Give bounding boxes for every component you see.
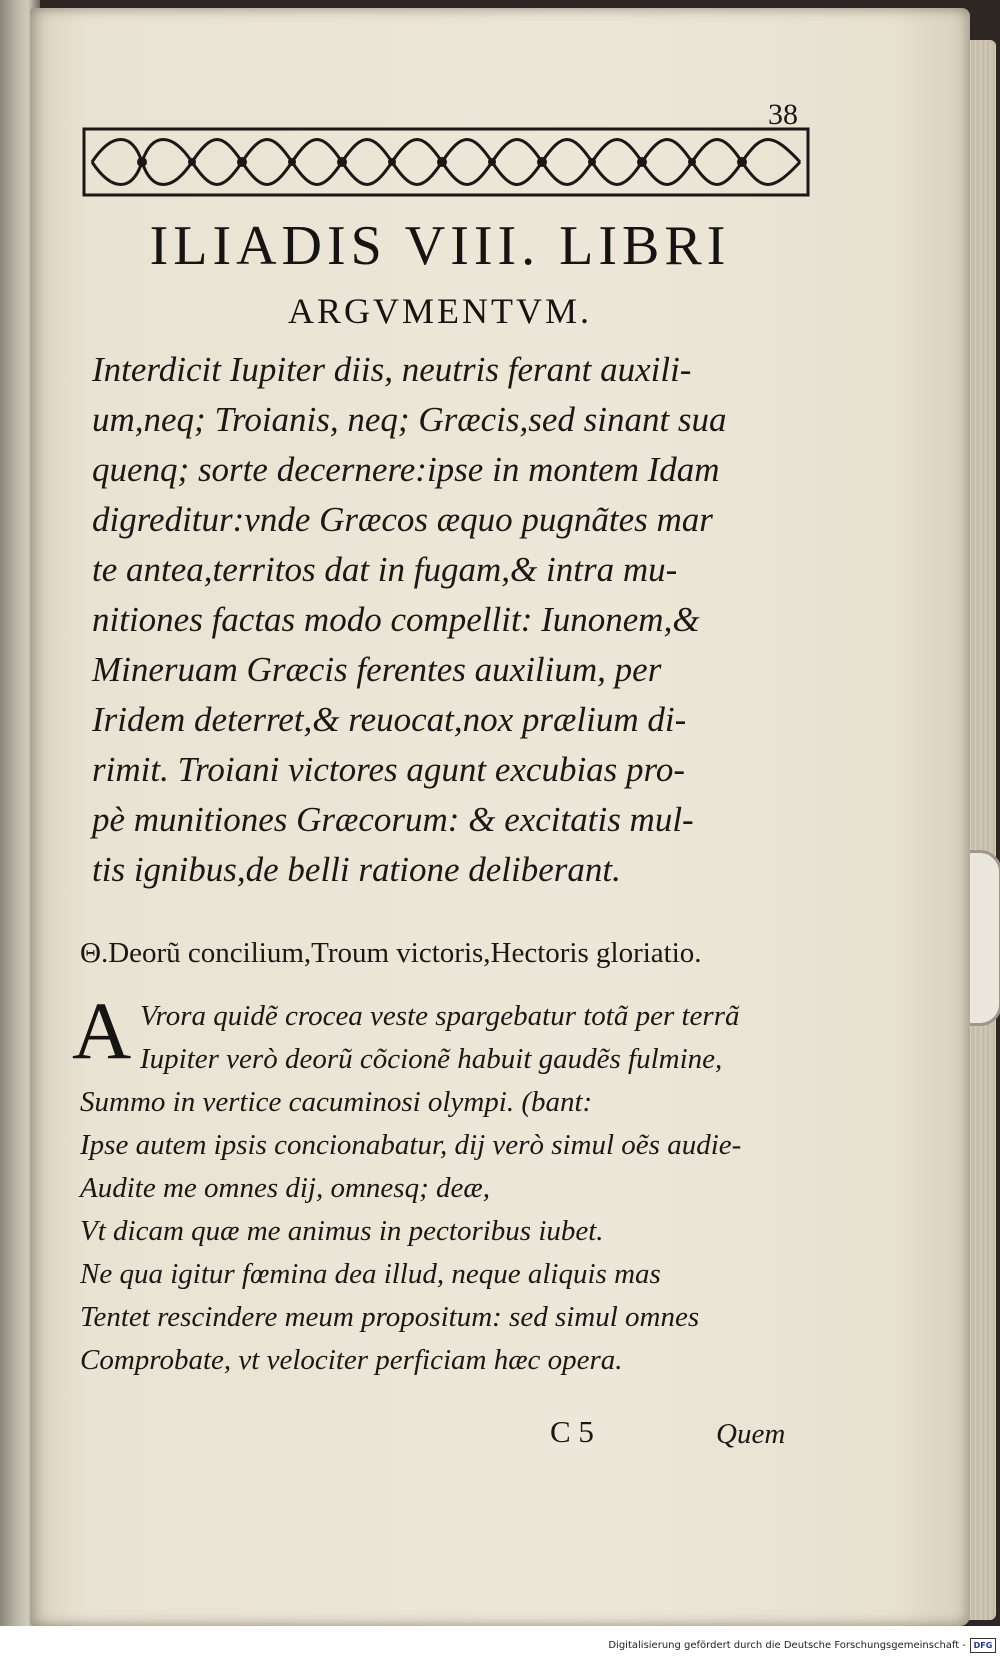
argument-line: rimit. Troiani victores agunt excubias pro- <box>92 750 686 789</box>
verse-line: Ne qua igitur fœmina dea illud, neque aliquis mas <box>80 1258 661 1290</box>
verse-line: Comprobate, vt velociter perficiam hæc opera. <box>80 1344 623 1376</box>
verse-line: Iupiter verò deorũ cõcionẽ habuit gaudẽs fulmine, <box>140 1043 723 1075</box>
argument-line: Interdicit Iupiter diis, neutris ferant auxili- <box>92 350 692 389</box>
argument-line: pè munitiones Græcorum: & excitatis mul- <box>92 800 694 839</box>
page-subtitle: ARGVMENTVM. <box>287 291 592 331</box>
verse-line: Summo in vertice cacuminosi olympi. (bant: <box>80 1086 593 1118</box>
signature-mark: C 5 <box>550 1414 594 1449</box>
argument-line: quenq; sorte decernere:ipse in montem Idam <box>92 450 720 489</box>
argument-line: tis ignibus,de belli ratione deliberant. <box>92 850 621 889</box>
decorative-headpiece <box>82 127 810 197</box>
argument-line: Iridem deterret,& reuocat,nox prælium di- <box>92 700 687 739</box>
page-number: 38 <box>768 98 798 131</box>
verse-line: Vt dicam quæ me animus in pectoribus iubet. <box>80 1215 604 1247</box>
argument-line: Mineruam Græcis ferentes auxilium, per <box>92 650 662 689</box>
argument-line: digreditur:vnde Græcos æquo pugnãtes mar <box>92 500 713 539</box>
argument-line: te antea,territos dat in fugam,& intra mu- <box>92 550 678 589</box>
dfg-logo: DFG <box>970 1638 996 1653</box>
verse-line: Ipse autem ipsis concionabatur, dij verò simul oẽs audie- <box>80 1129 742 1161</box>
verse-line: Audite me omnes dij, omnesq; deæ, <box>80 1172 490 1204</box>
verse-line: Vrora quidẽ crocea veste spargebatur totã per terrã <box>140 1000 740 1032</box>
argument-line: um,neq; Troianis, neq; Græcis,sed sinant sua <box>92 400 727 439</box>
drop-cap-letter: A <box>72 985 132 1076</box>
page-title: ILIADIS VIII. LIBRI <box>149 215 731 277</box>
verse-line: Tentet rescindere meum propositum: sed simul omnes <box>80 1301 700 1333</box>
catchword: Quem <box>716 1418 786 1450</box>
digitization-credit: Digitalisierung gefördert durch die Deutsche Forschungsgemeinschaft - <box>608 1640 966 1651</box>
book-summary-line: Θ.Deorũ concilium,Troum victoris,Hectoris gloriatio. <box>80 937 702 969</box>
argument-line: nitiones factas modo compellit: Iunonem,& <box>92 600 700 639</box>
